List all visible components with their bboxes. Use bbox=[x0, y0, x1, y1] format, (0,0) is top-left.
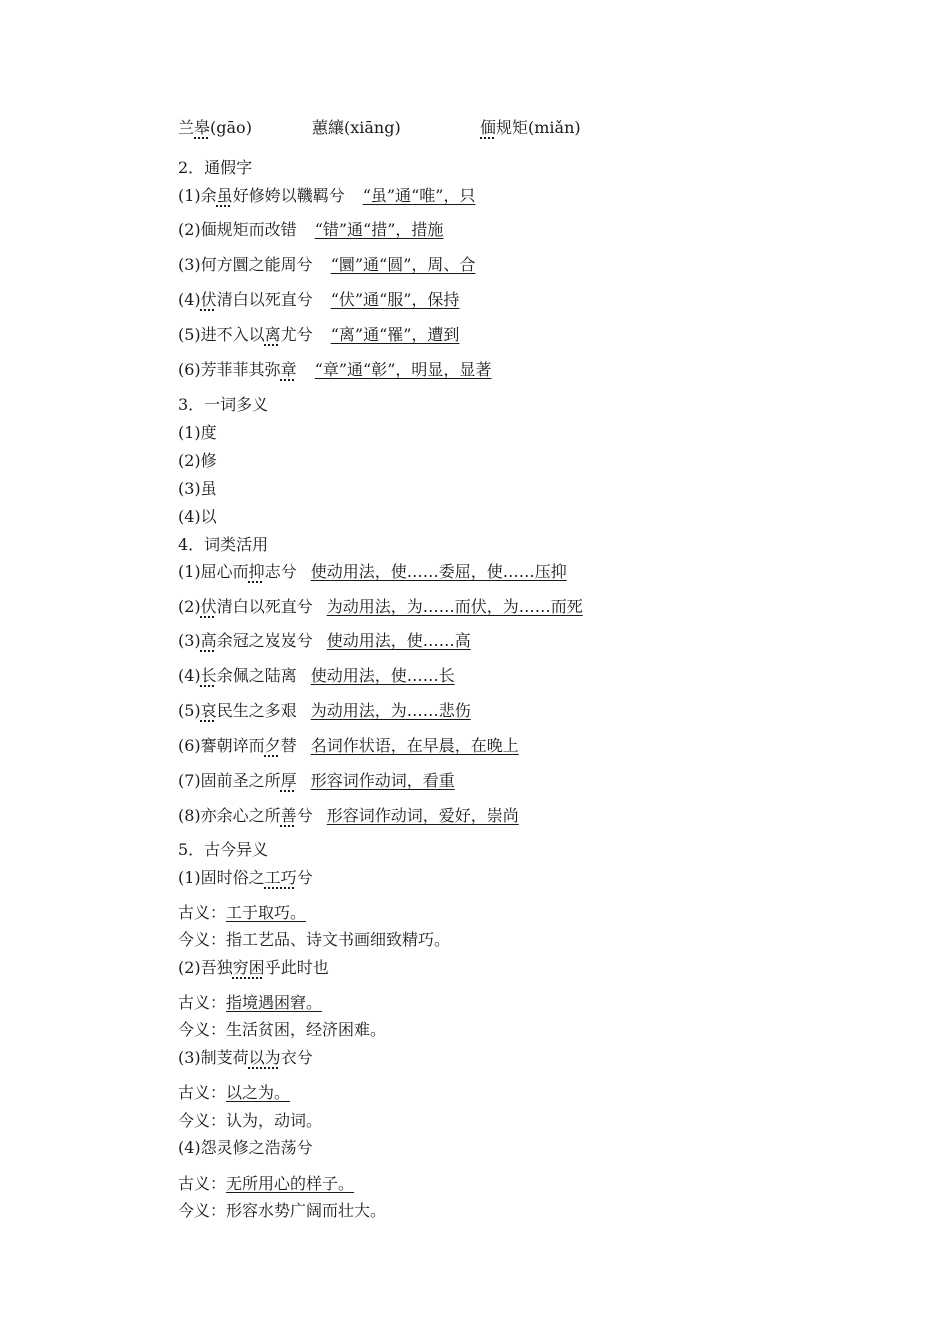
emphasized-char: 伏 bbox=[200, 290, 217, 309]
label: 古义： bbox=[178, 903, 227, 922]
list-item bbox=[178, 736, 519, 756]
text: (8)亦余心之所 bbox=[178, 806, 281, 825]
pinyin-item-3 bbox=[480, 118, 581, 138]
emphasized-char: 夕 bbox=[264, 736, 281, 755]
answer: 名词作状语，在早晨，在晚上 bbox=[310, 736, 519, 755]
text: 替 bbox=[280, 736, 297, 755]
list-item bbox=[178, 325, 459, 345]
list-item: (2)修 bbox=[178, 451, 217, 470]
pinyin-item-2 bbox=[312, 118, 401, 138]
text: (gāo) bbox=[210, 118, 252, 137]
emphasized-char: 抑 bbox=[248, 562, 265, 581]
emphasized-char: 高 bbox=[200, 631, 217, 650]
list-item bbox=[178, 868, 313, 888]
text: 好修姱以鞿羁兮 bbox=[232, 186, 345, 205]
text: (2) bbox=[178, 597, 201, 616]
emphasized-char: 偭 bbox=[480, 118, 497, 137]
text: (2)吾独 bbox=[178, 958, 233, 977]
section-title: 3．一词多义 bbox=[178, 395, 269, 414]
emphasized-char: 工巧 bbox=[264, 868, 297, 887]
text: (7)固前圣之所 bbox=[178, 771, 281, 790]
modern-meaning: 今义：生活贫困，经济困难。 bbox=[178, 1020, 387, 1039]
emphasized-char: 哀 bbox=[200, 701, 217, 720]
answer: “虽”通“唯”，只 bbox=[362, 186, 476, 205]
answer: “错”通“措”，措施 bbox=[314, 220, 444, 239]
ancient-meaning bbox=[178, 903, 306, 923]
text: 兮 bbox=[296, 868, 313, 887]
list-item: (4)以 bbox=[178, 507, 217, 526]
text: 清白以死直兮 bbox=[216, 597, 313, 616]
text: 兰 bbox=[178, 118, 195, 137]
answer: “章”通“彰”，明显，显著 bbox=[314, 360, 492, 379]
text: 乎此时也 bbox=[264, 958, 329, 977]
text: 兮 bbox=[296, 806, 313, 825]
pinyin-item-1 bbox=[178, 118, 252, 138]
text: (4) bbox=[178, 290, 201, 309]
answer: 工于取巧。 bbox=[226, 903, 307, 922]
label: 古义： bbox=[178, 993, 227, 1012]
emphasized-char: 厚 bbox=[280, 771, 297, 790]
answer: 无所用心的样子。 bbox=[226, 1174, 355, 1193]
answer: 使动用法，使……长 bbox=[310, 666, 455, 685]
list-item: (3)虽 bbox=[178, 479, 217, 498]
list-item bbox=[178, 1048, 313, 1068]
list-item bbox=[178, 186, 475, 206]
list-item bbox=[178, 255, 475, 275]
list-item bbox=[178, 666, 455, 686]
text: 浩荡兮 bbox=[264, 1138, 313, 1157]
label: 古义： bbox=[178, 1174, 227, 1193]
text: 规矩(miǎn) bbox=[496, 118, 581, 137]
emphasized-char: 穷困 bbox=[232, 958, 265, 977]
text: 圜之能周兮 bbox=[232, 255, 313, 274]
text: (5)进不入以 bbox=[178, 325, 265, 344]
list-item bbox=[178, 1138, 313, 1158]
text: 民生之多艰 bbox=[216, 701, 297, 720]
answer: 形容词作动词，看重 bbox=[310, 771, 455, 790]
answer: “离”通“罹”，遭到 bbox=[330, 325, 460, 344]
text: 志兮 bbox=[264, 562, 297, 581]
text: (5) bbox=[178, 701, 201, 720]
answer: “圜”通“圆”，周、合 bbox=[330, 255, 476, 274]
text: 衣兮 bbox=[280, 1048, 313, 1067]
list-item bbox=[178, 290, 459, 310]
list-item bbox=[178, 562, 567, 582]
emphasized-char: 皋 bbox=[194, 118, 211, 137]
text: (1)屈心而 bbox=[178, 562, 249, 581]
text: (6)謇朝谇而 bbox=[178, 736, 265, 755]
emphasized-char: 离 bbox=[264, 325, 281, 344]
modern-meaning: 今义：形容水势广阔而壮大。 bbox=[178, 1201, 387, 1220]
list-item bbox=[178, 958, 329, 978]
text: (3) bbox=[178, 631, 201, 650]
answer: 形容词作动词，爱好，崇尚 bbox=[326, 806, 519, 825]
answer: 指境遇困窘。 bbox=[226, 993, 323, 1012]
text: 尤兮 bbox=[280, 325, 313, 344]
list-item bbox=[178, 631, 471, 651]
text: (3)何方 bbox=[178, 255, 233, 274]
label: 古义： bbox=[178, 1083, 227, 1102]
list-item bbox=[178, 806, 519, 826]
section-title: 2．通假字 bbox=[178, 158, 253, 177]
list-item bbox=[178, 701, 471, 721]
modern-meaning: 今义：指工艺品、诗文书画细致精巧。 bbox=[178, 930, 451, 949]
text: 错 bbox=[280, 220, 297, 239]
ancient-meaning bbox=[178, 993, 322, 1013]
text: (3)制芰荷 bbox=[178, 1048, 249, 1067]
emphasized-char: 章 bbox=[280, 360, 297, 379]
emphasized-char: 以为 bbox=[248, 1048, 281, 1067]
list-item bbox=[178, 220, 443, 240]
list-item bbox=[178, 360, 491, 380]
text: (4)怨灵修之 bbox=[178, 1138, 265, 1157]
answer: 以之为。 bbox=[226, 1083, 291, 1102]
list-item: (1)度 bbox=[178, 423, 217, 442]
answer: 为动用法，为……悲伤 bbox=[310, 701, 471, 720]
text: (6)芳菲菲其弥 bbox=[178, 360, 281, 379]
text: (4) bbox=[178, 666, 201, 685]
section-title: 4．词类活用 bbox=[178, 535, 269, 554]
ancient-meaning bbox=[178, 1083, 290, 1103]
text: 清白以死直兮 bbox=[216, 290, 313, 309]
text: 蕙纕(xiāng) bbox=[312, 118, 401, 137]
answer: 使动用法，使……高 bbox=[326, 631, 471, 650]
list-item bbox=[178, 771, 455, 791]
ancient-meaning bbox=[178, 1174, 354, 1194]
list-item bbox=[178, 597, 583, 617]
answer: 使动用法，使……委屈，使……压抑 bbox=[310, 562, 567, 581]
emphasized-char: 长 bbox=[200, 666, 217, 685]
emphasized-char: 虽 bbox=[216, 186, 233, 205]
section-title: 5．古今异义 bbox=[178, 840, 269, 859]
text: (1)余 bbox=[178, 186, 217, 205]
emphasized-char: 善 bbox=[280, 806, 297, 825]
text: 余冠之岌岌兮 bbox=[216, 631, 313, 650]
text: (2)偭规矩而改 bbox=[178, 220, 281, 239]
answer: 为动用法，为……而伏，为……而死 bbox=[326, 597, 583, 616]
emphasized-char: 伏 bbox=[200, 597, 217, 616]
answer: “伏”通“服”，保持 bbox=[330, 290, 460, 309]
modern-meaning: 今义：认为，动词。 bbox=[178, 1111, 323, 1130]
text: 余佩之陆离 bbox=[216, 666, 297, 685]
text: (1)固时俗之 bbox=[178, 868, 265, 887]
